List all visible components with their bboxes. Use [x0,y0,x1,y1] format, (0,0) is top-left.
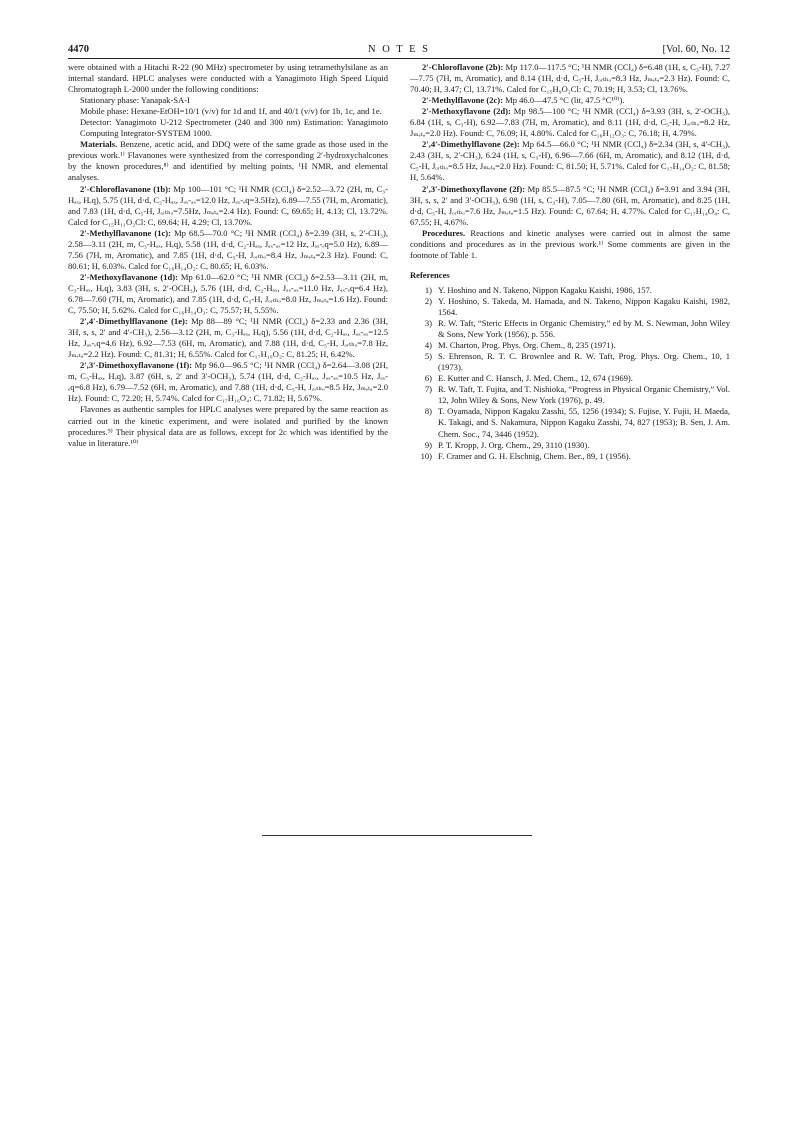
compound-data: Mp 68.5—70.0 °C; ¹H NMR (CCl₄) δ=2.39 (3H, s, 2′-CH₃), 2.58—3.11 (2H, m, C₃-Hₐₓ, Hₑq), 5.58 (1H, d·d, C₂-Hₐₓ, Jₐₓ-ₐₓ=12 Hz, Jₐₓ-ₑq=5.0 Hz), 6.89—7.56 (7H, m, Aromatic), and 7.85 (1H, d·d, C₅-H, Jₒᵣₜₕₒ=8.4 Hz, Jₘₑₜₐ=2.3 Hz). Found: C, 80.61; H, 6.03%. Calcd for C₁₆H₁₄O₂: C, 80.65; H, 6.03%. [68,227,389,271]
compound-2f [410,184,730,228]
reference-item [410,373,730,384]
references-heading: References [410,269,450,280]
left-column [68,62,388,449]
compound-data: Mp 64.5—66.0 °C; ¹H NMR (CCl₄) δ=2.34 (3H, s, 4′-CH₃), 2.43 (3H, s, 2′-CH₃), 6.24 (1H, s, C₃-H), 6.96—7.66 (6H, m, Aromatic), and 8.12 (1H, d·d, C₅-H, Jₒᵣₜₕₒ=8.5 Hz, Jₘₑₜₐ=2.0 Hz). Found: C, 81.50; H, 5.71%. Calcd for C₁₇H₁₄O₂: C, 81.58; H, 5.64%. [410,139,730,183]
compound-data: Mp 85.5—87.5 °C; ¹H NMR (CCl₄) δ=3.91 and 3.94 (3H, 3H, s, s, 2′ and 3′-OCH₃), 6.98 (1H, s, C₃-H), 7.05—7.80 (6H, m, Aromatic), and 8.25 (1H, d·d, C₅-H, Jₒᵣₜₕₒ=7.6 Hz, Jₘₑₜₐ=1.5 Hz). Found: C, 67.64; H, 4.77%. Calcd for C₁₇H₁₄O₄: C, 67.55; H, 4.67%. [410,183,730,227]
compound-1b [68,184,388,228]
compound-data: Mp 98.5—100 °C; ¹H NMR (CCl₄) δ=3.93 (3H, s, 2′-OCH₃), 6.84 (1H, s, C₃-H), 6.92—7.83 (7H, m, Aromatic), and 8.11 (1H, d·d, C₅-H, Jₒᵣₜₕₒ=8.2 Hz, Jₘₑₜₐ=2.0 Hz). Found: C, 76.09; H, 4.80%. Calcd for C₁₆H₁₂O₃: C, 76.18; H, 4.79%. [410,106,730,139]
compound-name: 2′-Chloroflavone (2b): [422,62,504,72]
reference-item [410,318,730,340]
materials-heading: Materials. [80,139,118,150]
compound-2e [410,139,730,183]
materials-paragraph [68,139,388,183]
mobile-phase: Mobile phase: Hexane-EtOH=10/1 (v/v) for 1d and 1f, and 40/1 (v/v) for 1b, 1c, and 1e. [80,106,382,117]
reference-text: M. Charton, Prog. Phys. Org. Chem., 8, 235 (1971). [438,340,616,351]
reference-number: 6) [424,373,432,384]
reference-text: F. Cramer and G. H. Elschnig, Chem. Ber., 89, 1 (1956). [438,450,631,461]
compound-name: 2′,3′-Dimethoxyflavanone (1f): [80,360,193,371]
reference-text: S. Ehrenson, R. T. C. Brownlee and R. W. Taft, Prog. Phys. Org. Chem., 10, 1 (1973). [438,351,730,373]
reference-item [410,296,730,318]
reference-item [410,340,730,351]
reference-item [410,406,730,439]
volume-label: [Vol. 60, No. 12 [662,44,730,55]
compound-1c [68,228,388,272]
compound-name: 2′-Methoxyflavone (2d): [422,106,511,117]
reference-number: 1) [424,284,432,295]
compound-1d [68,272,388,316]
procedures-heading: Procedures. [422,227,466,238]
end-rule [262,835,532,836]
header-rule [68,58,730,59]
reference-item [410,351,730,373]
compound-data: Mp 100—101 °C; ¹H NMR (CCl₄) δ=2.52—3.72 (2H, m, C₃-Hₐₓ, Hₑq), 5.75 (1H, d·d, C₂-Hₐₓ, Jₐₓ-ₐₓ=12.0 Hz, Jₐₓ-ₑq=3.5Hz), 6.89—7.55 (7H, m, Aromatic), and 7.83 (1H, d·d, C₅-H, Jₒᵣₜₕₒ=7.5Hz, Jₘₑₜₐ=2.4 Hz). Found: C, 69.65; H, 4.13; Cl, 13.72%. Calcd for C₁₅H₁₁O₂Cl: C, 69.64; H, 4.29; Cl, 13.70%. [68,183,389,227]
procedures-text: Reactions and kinetic analyses were carried out in almost the same conditions and procedures as in the previous work.¹⁾ Some comments are given in the footnote of Table 1. [410,227,731,260]
reference-text: T. Oyamada, Nippon Kagaku Zasshi, 55, 1256 (1934); S. Fujise, Y. Fujii, H. Maeda, K. Takagi, and S. Nakamura, Nippon Kagaku Zasshi, 74, 827 (1953); B. Sen, J. Am. Chem. Soc., 74, 3446 (1952). [438,406,730,439]
compound-name: 2′-Chloroflavanone (1b): [80,183,171,194]
flavones-paragraph: Flavones as authentic samples for HPLC analyses were prepared by the same reaction as carried out in the kinetic experiment, and were isolated and purified by the known procedures.⁹⁾ Their physical data are as follows, except for 2c which was identified by the value in literature.¹⁰⁾ [68,404,388,448]
compound-1e [68,316,388,360]
right-column [410,62,730,462]
stationary-phase: Stationary phase: Yanapak-SA-I [80,95,190,106]
compound-name: 2′-Methylflavanone (1c): [80,227,171,238]
section-title: N O T E S [368,44,430,55]
reference-text: R. W. Taft, T. Fujita, and T. Nishioka, “Progress in Physical Organic Chemistry,” Vol. 12, John Wiley & Sons, New York (1976), p. 49. [438,384,730,406]
reference-number: 9) [424,439,432,450]
compound-name: 2′-Methoxyflavanone (1d): [80,271,178,282]
reference-text: R. W. Taft, “Steric Effects in Organic Chemistry,” ed by M. S. Newman, John Wiley & Sons, New York (1956), p. 556. [438,318,730,340]
compound-name: 2′-Methylflavone (2c): [422,95,503,106]
compound-2d [410,106,730,139]
detector: Detector: Yanagimoto U-212 Spectrometer (240 and 300 nm) Estimation: Yanagimoto Computing Integrator-SYSTEM 1000. [80,117,388,139]
compound-name: 2′,3′-Dimethoxyflavone (2f): [422,183,526,194]
compound-data: Mp 61.0—62.0 °C; ¹H NMR (CCl₄) δ=2.53—3.11 (2H, m, C₃-Hₐₓ, Hₑq), 3.83 (3H, s, 2′-OCH₃), 5.76 (1H, d·d, C₂-Hₐₓ, Jₐₓ-ₐₓ=11.0 Hz, Jₐₓ-ₑq=6.4 Hz), 6.78—7.60 (7H, m, Aromatic), and 7.85 (1H, d·d, C₅-H, Jₒᵣₜₕₒ=8.0 Hz, Jₘₑₜₐ=1.6 Hz). Found: C, 75.50; H, 5.62%. Calcd for C₁₆H₁₄O₃: C, 75.57; H, 5.55%. [68,271,389,316]
compound-2b [410,62,730,95]
reference-text: Y. Hoshino and N. Takeno, Nippon Kagaku Kaishi, 1986, 157. [438,284,652,295]
reference-number: 4) [424,340,432,351]
compound-name: 2′,4′-Dimethylflavanone (1e): [80,316,188,327]
intro-paragraph: were obtained with a Hitachi R-22 (90 MHz) spectrometer by using tetramethylsilane as an internal standard. HPLC analyses were conducted with a Yanagimoto High Speed Liquid Chromatograph L-2000 under the following conditions: [68,62,388,95]
compound-name: 2′,4′-Dimethylflavone (2e): [422,139,520,150]
compound-data: Mp 96.0—96.5 °C; ¹H NMR (CCl₄) δ=2.64—3.08 (2H, m, C₃-Hₐₓ, Hₑq), 3.87 (6H, s, 2′ and 3′-OCH₃), 5.74 (1H, d·d, C₂-Hₐₓ, Jₐₓ-ₐₓ=10.5 Hz, Jₐₓ-ₑq=6.8 Hz), 6.79—7.52 (6H, m, Aromatic), and 7.88 (1H, d·d, C₅-H, Jₒᵣₜₕₒ=8.5 Hz, Jₘₑₜₐ=2.0 Hz). Found: C, 72.20; H, 5.74%. Calcd for C₁₇H₁₆O₄: C, 71.82; H, 5.67%. [68,360,388,404]
reference-text: E. Kutter and C. Hansch, J. Med. Chem., 12, 674 (1969). [438,373,633,384]
materials-text: Benzene, acetic acid, and DDQ were of the same grade as those used in the previous work.¹⁾ Flavanones were synthesized from the corresponding 2′-hydroxychalcones by the known procedures,⁸⁾ and identified by melting points, ¹H NMR, and elemental analyses. [68,139,389,183]
reference-number: 8) [424,406,432,417]
compound-2c [410,95,730,106]
procedures-paragraph [410,228,730,261]
reference-number: 7) [424,384,432,395]
compound-data: Mp 46.0—47.5 °C (lit, 47.5 °C¹⁰⁾). [505,95,625,106]
reference-item [410,285,730,296]
page-number: 4470 [68,44,89,55]
reference-text: Y. Hoshino, S. Takeda, M. Hamada, and N. Takeno, Nippon Kagaku Kaishi, 1982, 1564. [438,295,730,317]
reference-list [410,285,730,462]
reference-number: 5) [424,351,432,362]
reference-item [410,440,730,451]
reference-item [410,451,730,462]
compound-data: Mp 88—89 °C; ¹H NMR (CCl₄) δ=2.33 and 2.36 (3H, 3H, s, s, 2′ and 4′-CH₃), 2.56—3.12 (2H, m, C₃-Hₐₓ, Hₑq), 5.56 (1H, d·d, C₂-Hₐₓ, Jₐₓ-ₐₓ=12.5 Hz, Jₐₓ-ₑq=4.6 Hz), 6.92—7.53 (6H, m, Aromatic), and 7.88 (1H, d·d, C₅-H, Jₒᵣₜₕₒ=7.8 Hz, Jₘₑₜₐ=2.2 Hz). Found: C, 81.31; H, 6.55%. Calcd for C₁₇H₁₆O₂: C, 81.25; H, 6.42%. [68,316,388,360]
compound-data: Mp 117.0—117.5 °C; ¹H NMR (CCl₄) δ=6.48 (1H, s, C₃-H), 7.27—7.75 (7H, m, Aromatic), and 8.14 (1H, d·d, C₅-H, Jₒᵣₜₕₒ=8.3 Hz, Jₘₑₜₐ=2.3 Hz). Found: C, 70.40; H, 3.47; Cl, 13.71%. Calcd for C₁₅H₉O₂Cl: C, 70.19; H, 3.53; Cl, 13.76%. [410,62,730,95]
page-header [68,44,730,58]
reference-number: 2) [424,295,432,306]
reference-number: 10) [420,450,432,461]
reference-item [410,384,730,406]
reference-text: P. T. Kropp, J. Org. Chem., 29, 3110 (1930). [438,439,590,450]
compound-1f [68,360,388,404]
reference-number: 3) [424,318,432,329]
